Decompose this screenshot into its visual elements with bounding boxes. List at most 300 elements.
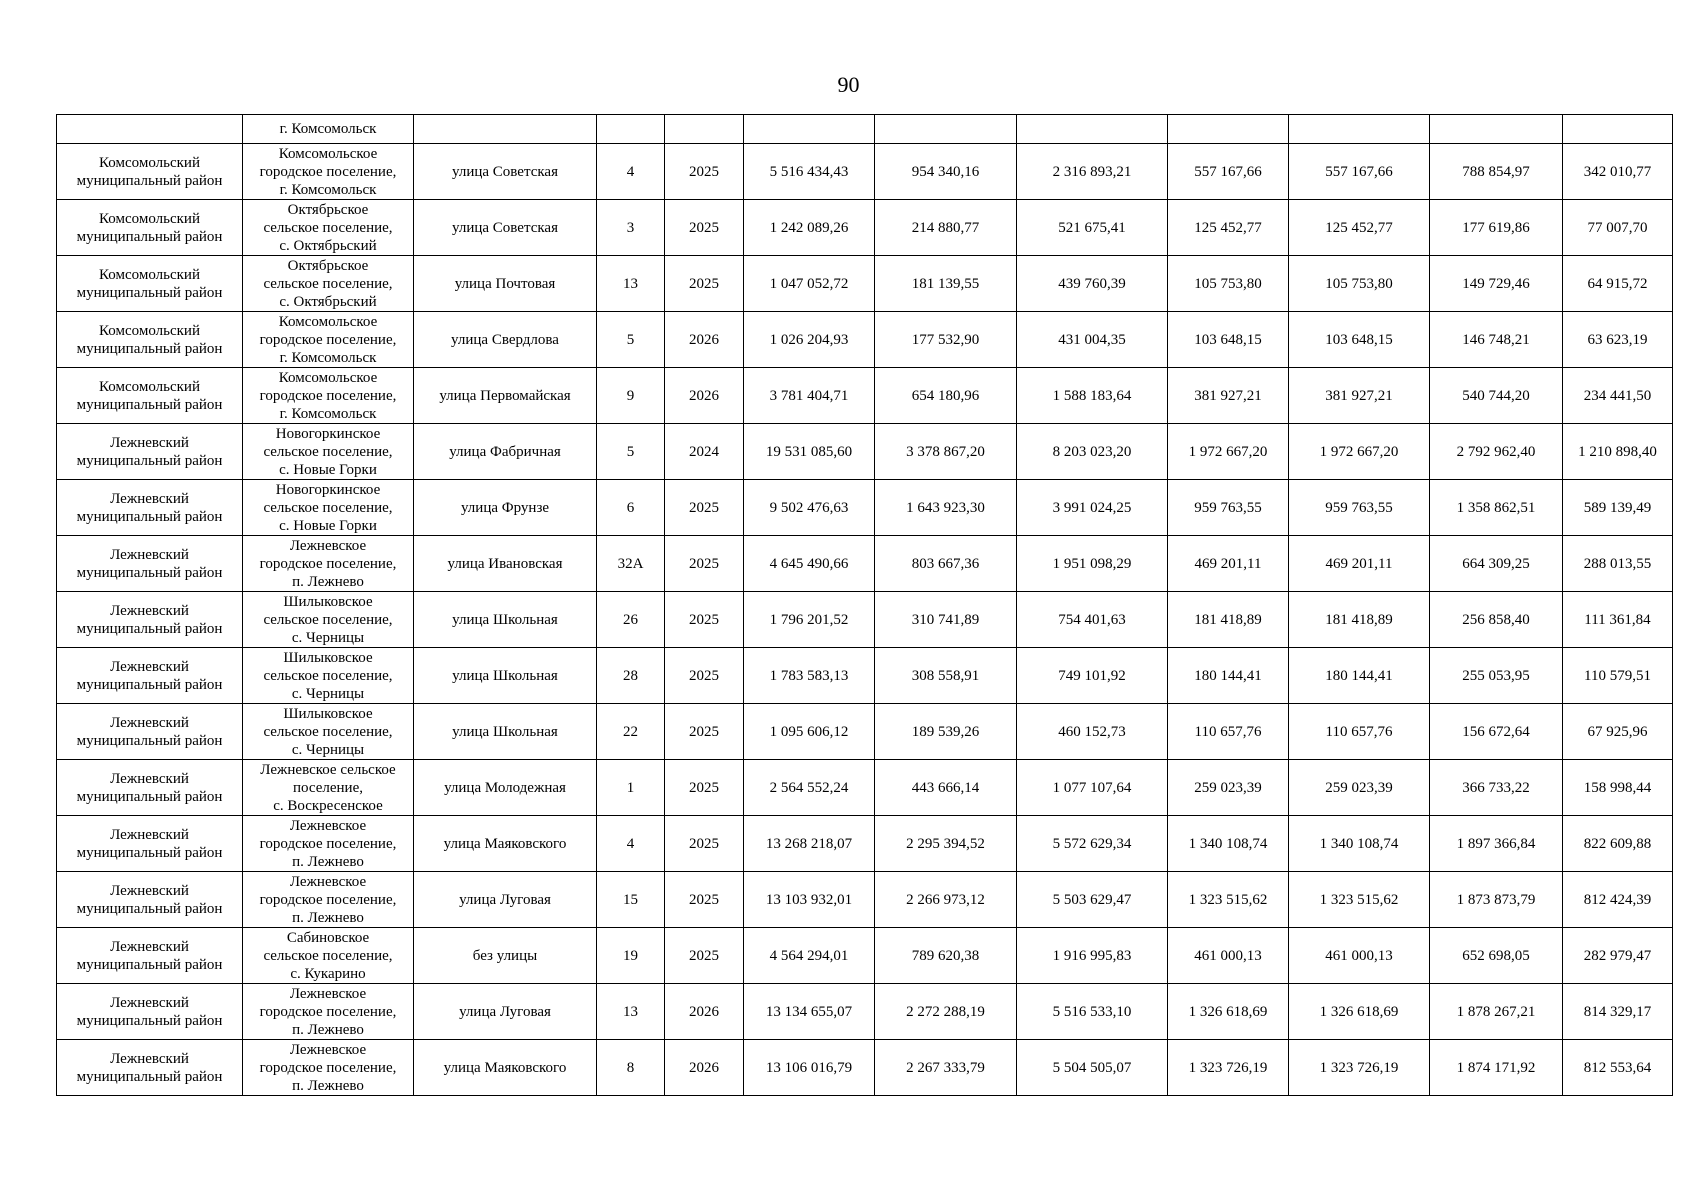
district-line: муниципальный район bbox=[76, 396, 223, 413]
cell-street: улица Молодежная bbox=[414, 760, 597, 816]
cell-settlement bbox=[243, 984, 414, 1040]
cell-year: 2026 bbox=[665, 312, 744, 368]
settlement-line: с. Черницы bbox=[291, 629, 365, 646]
cell-district bbox=[57, 200, 243, 256]
cell-year: 2025 bbox=[665, 928, 744, 984]
district-line: Лежневский bbox=[110, 994, 189, 1011]
cell-v4: 181 418,89 bbox=[1289, 592, 1430, 648]
cell-house: 22 bbox=[597, 704, 665, 760]
cell-settlement bbox=[243, 480, 414, 536]
cell-house: 13 bbox=[597, 984, 665, 1040]
cell-v2: 749 101,92 bbox=[1017, 648, 1168, 704]
cell-v4: 103 648,15 bbox=[1289, 312, 1430, 368]
cell-v4: 1 326 618,69 bbox=[1289, 984, 1430, 1040]
cell-v5: 149 729,46 bbox=[1430, 256, 1563, 312]
cell-v3 bbox=[1168, 115, 1289, 144]
cell-v3: 1 323 515,62 bbox=[1168, 872, 1289, 928]
settlement-line: городское поселение, bbox=[259, 891, 397, 908]
cell-v2: 5 503 629,47 bbox=[1017, 872, 1168, 928]
cell-v5: 1 878 267,21 bbox=[1430, 984, 1563, 1040]
cell-settlement bbox=[243, 312, 414, 368]
cell-v4: 1 972 667,20 bbox=[1289, 424, 1430, 480]
cell-v1: 189 539,26 bbox=[875, 704, 1017, 760]
cell-v6: 282 979,47 bbox=[1563, 928, 1673, 984]
settlement-line: сельское поселение, bbox=[263, 219, 393, 236]
cell-v1: 214 880,77 bbox=[875, 200, 1017, 256]
settlement-line: Лежневское сельское bbox=[260, 761, 396, 778]
settlement-line: г. Комсомольск bbox=[279, 349, 377, 366]
cell-v2: 2 316 893,21 bbox=[1017, 144, 1168, 200]
cell-house: 26 bbox=[597, 592, 665, 648]
settlement-line: Лежневское bbox=[289, 985, 367, 1002]
cell-v5: 1 897 366,84 bbox=[1430, 816, 1563, 872]
settlement-line: Лежневское bbox=[289, 1041, 367, 1058]
settlement-line: сельское поселение, bbox=[263, 667, 393, 684]
settlement-line: с. Октябрьский bbox=[279, 237, 377, 254]
cell-v6: 67 925,96 bbox=[1563, 704, 1673, 760]
settlement-line: Лежневское bbox=[289, 817, 367, 834]
cell-year: 2026 bbox=[665, 368, 744, 424]
cell-v5: 256 858,40 bbox=[1430, 592, 1563, 648]
cell-v1 bbox=[875, 115, 1017, 144]
cell-v5: 788 854,97 bbox=[1430, 144, 1563, 200]
district-line: Лежневский bbox=[110, 714, 189, 731]
cell-year: 2024 bbox=[665, 424, 744, 480]
cell-year: 2025 bbox=[665, 704, 744, 760]
cell-v3: 259 023,39 bbox=[1168, 760, 1289, 816]
cell-year: 2025 bbox=[665, 480, 744, 536]
cell-settlement bbox=[243, 368, 414, 424]
settlement-line: п. Лежнево bbox=[292, 573, 364, 590]
cell-v6: 812 553,64 bbox=[1563, 1040, 1673, 1096]
cell-v1: 954 340,16 bbox=[875, 144, 1017, 200]
cell-year: 2026 bbox=[665, 1040, 744, 1096]
settlement-line: с. Воскресенское bbox=[273, 797, 383, 814]
cell-v3: 110 657,76 bbox=[1168, 704, 1289, 760]
cell-settlement bbox=[243, 872, 414, 928]
cell-v3: 557 167,66 bbox=[1168, 144, 1289, 200]
table-row bbox=[57, 872, 1673, 928]
cell-v2: 439 760,39 bbox=[1017, 256, 1168, 312]
district-line: муниципальный район bbox=[76, 452, 223, 469]
cell-v6: 234 441,50 bbox=[1563, 368, 1673, 424]
cell-v6: 64 915,72 bbox=[1563, 256, 1673, 312]
cell-v4: 557 167,66 bbox=[1289, 144, 1430, 200]
cell-v1: 2 295 394,52 bbox=[875, 816, 1017, 872]
cell-settlement bbox=[243, 144, 414, 200]
settlement-line: Шилыковское bbox=[283, 705, 373, 722]
cell-v3: 469 201,11 bbox=[1168, 536, 1289, 592]
cell-v6: 158 998,44 bbox=[1563, 760, 1673, 816]
settlement-line: с. Черницы bbox=[291, 741, 365, 758]
cell-v4 bbox=[1289, 115, 1430, 144]
cell-street: улица Фабричная bbox=[414, 424, 597, 480]
district-line: муниципальный район bbox=[76, 732, 223, 749]
cell-v2: 1 916 995,83 bbox=[1017, 928, 1168, 984]
cell-total: 4 645 490,66 bbox=[744, 536, 875, 592]
cell-v2: 460 152,73 bbox=[1017, 704, 1168, 760]
cell-year: 2025 bbox=[665, 200, 744, 256]
cell-v6: 111 361,84 bbox=[1563, 592, 1673, 648]
cell-v3: 1 326 618,69 bbox=[1168, 984, 1289, 1040]
cell-district bbox=[57, 115, 243, 144]
table-row bbox=[57, 424, 1673, 480]
cell-v4: 959 763,55 bbox=[1289, 480, 1430, 536]
cell-v3: 1 972 667,20 bbox=[1168, 424, 1289, 480]
table-row bbox=[57, 200, 1673, 256]
cell-district bbox=[57, 480, 243, 536]
cell-district bbox=[57, 1040, 243, 1096]
settlement-line: Комсомольское bbox=[278, 369, 378, 386]
settlement-line: с. Новые Горки bbox=[279, 461, 377, 478]
settlement-line: городское поселение, bbox=[259, 555, 397, 572]
cell-v5: 540 744,20 bbox=[1430, 368, 1563, 424]
district-line: муниципальный район bbox=[76, 172, 223, 189]
district-line: Комсомольский bbox=[99, 154, 200, 171]
cell-v4: 469 201,11 bbox=[1289, 536, 1430, 592]
table-row bbox=[57, 1040, 1673, 1096]
cell-district bbox=[57, 312, 243, 368]
district-line: муниципальный район bbox=[76, 620, 223, 637]
settlement-line: Шилыковское bbox=[283, 649, 373, 666]
settlement-line: Новогоркинское bbox=[275, 481, 381, 498]
page-number: 90 bbox=[837, 72, 860, 97]
district-line: Лежневский bbox=[110, 658, 189, 675]
settlement-line: с. Кукарино bbox=[290, 965, 366, 982]
cell-total: 2 564 552,24 bbox=[744, 760, 875, 816]
settlement-line: сельское поселение, bbox=[263, 723, 393, 740]
cell-v2: 5 516 533,10 bbox=[1017, 984, 1168, 1040]
district-line: Лежневский bbox=[110, 546, 189, 563]
district-line: Лежневский bbox=[110, 1050, 189, 1067]
settlement-line: городское поселение, bbox=[259, 835, 397, 852]
district-line: муниципальный район bbox=[76, 1012, 223, 1029]
cell-v2: 754 401,63 bbox=[1017, 592, 1168, 648]
cell-v3: 180 144,41 bbox=[1168, 648, 1289, 704]
cell-v3: 1 323 726,19 bbox=[1168, 1040, 1289, 1096]
cell-v6: 814 329,17 bbox=[1563, 984, 1673, 1040]
cell-house: 32А bbox=[597, 536, 665, 592]
cell-v5: 2 792 962,40 bbox=[1430, 424, 1563, 480]
cell-street: улица Школьная bbox=[414, 592, 597, 648]
cell-year: 2025 bbox=[665, 592, 744, 648]
cell-v2: 3 991 024,25 bbox=[1017, 480, 1168, 536]
cell-settlement bbox=[243, 648, 414, 704]
cell-district bbox=[57, 816, 243, 872]
settlement-line: Шилыковское bbox=[283, 593, 373, 610]
cell-total: 13 268 218,07 bbox=[744, 816, 875, 872]
cell-total: 1 026 204,93 bbox=[744, 312, 875, 368]
cell-district bbox=[57, 760, 243, 816]
cell-district bbox=[57, 368, 243, 424]
district-line: муниципальный район bbox=[76, 1068, 223, 1085]
cell-settlement bbox=[243, 760, 414, 816]
cell-v3: 125 452,77 bbox=[1168, 200, 1289, 256]
cell-total: 5 516 434,43 bbox=[744, 144, 875, 200]
cell-v1: 789 620,38 bbox=[875, 928, 1017, 984]
cell-v5: 664 309,25 bbox=[1430, 536, 1563, 592]
table-row bbox=[57, 536, 1673, 592]
settlement-line: с. Новые Горки bbox=[279, 517, 377, 534]
cell-district bbox=[57, 144, 243, 200]
cell-v1: 181 139,55 bbox=[875, 256, 1017, 312]
district-line: Лежневский bbox=[110, 770, 189, 787]
settlement-line: с. Октябрьский bbox=[279, 293, 377, 310]
cell-v4: 259 023,39 bbox=[1289, 760, 1430, 816]
table-row bbox=[57, 144, 1673, 200]
cell-v6: 63 623,19 bbox=[1563, 312, 1673, 368]
cell-district bbox=[57, 928, 243, 984]
district-line: муниципальный район bbox=[76, 228, 223, 245]
cell-v3: 381 927,21 bbox=[1168, 368, 1289, 424]
table-row bbox=[57, 480, 1673, 536]
cell-settlement bbox=[243, 928, 414, 984]
cell-street: улица Маяковского bbox=[414, 816, 597, 872]
cell-street: улица Маяковского bbox=[414, 1040, 597, 1096]
cell-street: улица Школьная bbox=[414, 648, 597, 704]
district-line: муниципальный район bbox=[76, 900, 223, 917]
settlement-line: сельское поселение, bbox=[263, 443, 393, 460]
cell-house: 5 bbox=[597, 424, 665, 480]
settlement-line: городское поселение, bbox=[259, 1059, 397, 1076]
cell-district bbox=[57, 872, 243, 928]
cell-settlement bbox=[243, 1040, 414, 1096]
cell-house: 13 bbox=[597, 256, 665, 312]
table-row-continuation bbox=[57, 115, 1673, 144]
settlement-line: сельское поселение, bbox=[263, 499, 393, 516]
settlement-line: Комсомольское bbox=[278, 145, 378, 162]
cell-house bbox=[597, 115, 665, 144]
cell-v5: 177 619,86 bbox=[1430, 200, 1563, 256]
cell-v1: 2 267 333,79 bbox=[875, 1040, 1017, 1096]
cell-v3: 461 000,13 bbox=[1168, 928, 1289, 984]
cell-house: 9 bbox=[597, 368, 665, 424]
settlement-line: с. Черницы bbox=[291, 685, 365, 702]
table-row bbox=[57, 592, 1673, 648]
district-line: Комсомольский bbox=[99, 266, 200, 283]
cell-v4: 1 340 108,74 bbox=[1289, 816, 1430, 872]
cell-v6: 1 210 898,40 bbox=[1563, 424, 1673, 480]
cell-v6: 288 013,55 bbox=[1563, 536, 1673, 592]
settlement-line: городское поселение, bbox=[259, 163, 397, 180]
cell-settlement: г. Комсомольск bbox=[243, 115, 414, 144]
settlement-line: п. Лежнево bbox=[292, 1021, 364, 1038]
table-row bbox=[57, 256, 1673, 312]
cell-district bbox=[57, 536, 243, 592]
district-line: муниципальный район bbox=[76, 340, 223, 357]
settlement-line: Комсомольское bbox=[278, 313, 378, 330]
cell-house: 1 bbox=[597, 760, 665, 816]
cell-year: 2026 bbox=[665, 984, 744, 1040]
cell-total: 1 783 583,13 bbox=[744, 648, 875, 704]
cell-v4: 105 753,80 bbox=[1289, 256, 1430, 312]
cell-year: 2025 bbox=[665, 256, 744, 312]
cell-total: 13 106 016,79 bbox=[744, 1040, 875, 1096]
cell-settlement bbox=[243, 704, 414, 760]
settlement-line: поселение, bbox=[292, 779, 363, 796]
settlement-line: Новогоркинское bbox=[275, 425, 381, 442]
cell-v1: 310 741,89 bbox=[875, 592, 1017, 648]
cell-v1: 1 643 923,30 bbox=[875, 480, 1017, 536]
cell-settlement bbox=[243, 536, 414, 592]
district-line: Лежневский bbox=[110, 434, 189, 451]
cell-v6: 110 579,51 bbox=[1563, 648, 1673, 704]
cell-district bbox=[57, 648, 243, 704]
cell-v2: 521 675,41 bbox=[1017, 200, 1168, 256]
cell-v5: 652 698,05 bbox=[1430, 928, 1563, 984]
settlement-line: городское поселение, bbox=[259, 387, 397, 404]
cell-house: 3 bbox=[597, 200, 665, 256]
cell-v2: 431 004,35 bbox=[1017, 312, 1168, 368]
cell-street bbox=[414, 115, 597, 144]
cell-house: 5 bbox=[597, 312, 665, 368]
cell-settlement bbox=[243, 424, 414, 480]
cell-district bbox=[57, 424, 243, 480]
cell-total: 19 531 085,60 bbox=[744, 424, 875, 480]
cell-year: 2025 bbox=[665, 872, 744, 928]
cell-street: улица Луговая bbox=[414, 872, 597, 928]
cell-v6: 342 010,77 bbox=[1563, 144, 1673, 200]
cell-v3: 105 753,80 bbox=[1168, 256, 1289, 312]
cell-street: улица Почтовая bbox=[414, 256, 597, 312]
cell-year: 2025 bbox=[665, 536, 744, 592]
settlement-line: п. Лежнево bbox=[292, 853, 364, 870]
cell-v2: 5 504 505,07 bbox=[1017, 1040, 1168, 1096]
table-row bbox=[57, 984, 1673, 1040]
district-line: муниципальный район bbox=[76, 788, 223, 805]
cell-v2 bbox=[1017, 115, 1168, 144]
district-line: муниципальный район bbox=[76, 284, 223, 301]
table-row bbox=[57, 648, 1673, 704]
settlement-line: г. Комсомольск bbox=[279, 181, 377, 198]
cell-v1: 654 180,96 bbox=[875, 368, 1017, 424]
cell-total: 9 502 476,63 bbox=[744, 480, 875, 536]
settlement-line: г. Комсомольск bbox=[279, 405, 377, 422]
cell-v6: 812 424,39 bbox=[1563, 872, 1673, 928]
cell-v1: 2 266 973,12 bbox=[875, 872, 1017, 928]
cell-street: улица Фрунзе bbox=[414, 480, 597, 536]
settlement-line: Октябрьское bbox=[287, 201, 369, 218]
program-table bbox=[56, 114, 1673, 1096]
cell-v2: 8 203 023,20 bbox=[1017, 424, 1168, 480]
cell-v1: 308 558,91 bbox=[875, 648, 1017, 704]
cell-v3: 1 340 108,74 bbox=[1168, 816, 1289, 872]
settlement-line: Лежневское bbox=[289, 873, 367, 890]
cell-v4: 110 657,76 bbox=[1289, 704, 1430, 760]
cell-v4: 1 323 726,19 bbox=[1289, 1040, 1430, 1096]
cell-v2: 1 077 107,64 bbox=[1017, 760, 1168, 816]
cell-house: 15 bbox=[597, 872, 665, 928]
cell-v1: 803 667,36 bbox=[875, 536, 1017, 592]
cell-street: улица Первомайская bbox=[414, 368, 597, 424]
cell-v6 bbox=[1563, 115, 1673, 144]
cell-house: 6 bbox=[597, 480, 665, 536]
table-row bbox=[57, 312, 1673, 368]
cell-district bbox=[57, 592, 243, 648]
table-row bbox=[57, 816, 1673, 872]
cell-house: 19 bbox=[597, 928, 665, 984]
cell-v3: 959 763,55 bbox=[1168, 480, 1289, 536]
district-line: муниципальный район bbox=[76, 956, 223, 973]
cell-v5: 146 748,21 bbox=[1430, 312, 1563, 368]
district-line: Лежневский bbox=[110, 882, 189, 899]
cell-district bbox=[57, 256, 243, 312]
cell-house: 28 bbox=[597, 648, 665, 704]
cell-street: улица Школьная bbox=[414, 704, 597, 760]
cell-v4: 180 144,41 bbox=[1289, 648, 1430, 704]
cell-v6: 589 139,49 bbox=[1563, 480, 1673, 536]
cell-v4: 381 927,21 bbox=[1289, 368, 1430, 424]
cell-street: улица Свердлова bbox=[414, 312, 597, 368]
cell-v1: 2 272 288,19 bbox=[875, 984, 1017, 1040]
district-line: Лежневский bbox=[110, 938, 189, 955]
cell-v5: 366 733,22 bbox=[1430, 760, 1563, 816]
table-row bbox=[57, 928, 1673, 984]
district-line: муниципальный район bbox=[76, 564, 223, 581]
settlement-line: сельское поселение, bbox=[263, 275, 393, 292]
cell-v5 bbox=[1430, 115, 1563, 144]
cell-v3: 103 648,15 bbox=[1168, 312, 1289, 368]
cell-total: 13 134 655,07 bbox=[744, 984, 875, 1040]
table-row bbox=[57, 368, 1673, 424]
cell-total: 1 796 201,52 bbox=[744, 592, 875, 648]
cell-total: 3 781 404,71 bbox=[744, 368, 875, 424]
settlement-line: Сабиновское bbox=[286, 929, 370, 946]
cell-settlement bbox=[243, 200, 414, 256]
district-line: Лежневский bbox=[110, 602, 189, 619]
cell-street: улица Советская bbox=[414, 144, 597, 200]
district-line: Лежневский bbox=[110, 826, 189, 843]
cell-total: 1 242 089,26 bbox=[744, 200, 875, 256]
cell-year: 2025 bbox=[665, 648, 744, 704]
district-line: муниципальный район bbox=[76, 508, 223, 525]
cell-total: 13 103 932,01 bbox=[744, 872, 875, 928]
settlement-line: городское поселение, bbox=[259, 1003, 397, 1020]
cell-v2: 1 588 183,64 bbox=[1017, 368, 1168, 424]
table-row bbox=[57, 704, 1673, 760]
cell-v4: 461 000,13 bbox=[1289, 928, 1430, 984]
cell-year: 2025 bbox=[665, 144, 744, 200]
settlement-line: Лежневское bbox=[289, 537, 367, 554]
settlement-line: п. Лежнево bbox=[292, 909, 364, 926]
cell-house: 4 bbox=[597, 816, 665, 872]
district-line: Комсомольский bbox=[99, 378, 200, 395]
cell-v1: 443 666,14 bbox=[875, 760, 1017, 816]
cell-total: 1 047 052,72 bbox=[744, 256, 875, 312]
cell-district bbox=[57, 984, 243, 1040]
cell-v4: 1 323 515,62 bbox=[1289, 872, 1430, 928]
cell-year: 2025 bbox=[665, 816, 744, 872]
cell-settlement bbox=[243, 816, 414, 872]
cell-street: без улицы bbox=[414, 928, 597, 984]
cell-v6: 77 007,70 bbox=[1563, 200, 1673, 256]
cell-total: 1 095 606,12 bbox=[744, 704, 875, 760]
cell-v3: 181 418,89 bbox=[1168, 592, 1289, 648]
cell-total bbox=[744, 115, 875, 144]
cell-settlement bbox=[243, 256, 414, 312]
cell-settlement bbox=[243, 592, 414, 648]
settlement-line: Октябрьское bbox=[287, 257, 369, 274]
cell-house: 8 bbox=[597, 1040, 665, 1096]
district-line: муниципальный район bbox=[76, 844, 223, 861]
cell-v1: 177 532,90 bbox=[875, 312, 1017, 368]
cell-total: 4 564 294,01 bbox=[744, 928, 875, 984]
cell-street: улица Луговая bbox=[414, 984, 597, 1040]
district-line: муниципальный район bbox=[76, 676, 223, 693]
cell-v2: 5 572 629,34 bbox=[1017, 816, 1168, 872]
cell-v5: 1 358 862,51 bbox=[1430, 480, 1563, 536]
district-line: Лежневский bbox=[110, 490, 189, 507]
